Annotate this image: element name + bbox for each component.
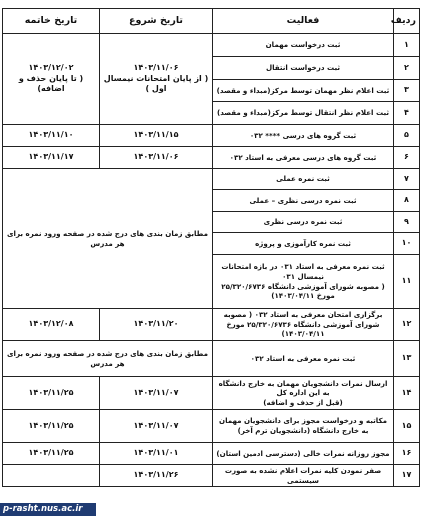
header-start-date: تاریخ شروع <box>100 9 213 34</box>
header-row <box>3 9 420 34</box>
end-date <box>3 465 100 487</box>
end-date: ۱۴۰۳/۱۲/۰۸ <box>3 309 100 341</box>
activity-cell: ثبت درخواست انتقال <box>213 57 394 80</box>
table-row <box>3 125 420 147</box>
row-number: ۱۲ <box>394 309 420 341</box>
start-date: ۱۴۰۳/۱۱/۲۰ <box>100 309 213 341</box>
end-date-merged <box>3 34 100 125</box>
activity-cell: مکاتبه و درخواست مجوز برای دانشجویان مهمان به خارج دانشگاه (دانشجویان ترم آخر) <box>213 410 394 443</box>
table-row <box>3 309 420 341</box>
activity-cell: ثبت گروه های درسی **** ۰۳۲ <box>213 125 394 147</box>
schedule-note: مطابق زمان بندی های درج شده در صفحه ورود نمره برای هر مدرس <box>3 341 213 377</box>
row-number: ۸ <box>394 190 420 212</box>
start-date: ۱۴۰۳/۱۱/۰۷ <box>100 410 213 443</box>
activity-text: ارسال نمرات دانشجویان مهمان به خارج دانشگاه به این اداره کل <box>218 378 388 398</box>
site-watermark: p-rasht.nus.ac.ir <box>0 503 96 516</box>
activity-cell: برگزاری امتحان معرفی به استاد ۰۳۲ ( مصوبه شورای آموزشی دانشگاه ۲۵/۳۲۰/۶۷۳۶ مورخ ۱۴۰۳/۰۴/۱۱) <box>213 309 394 341</box>
table-row <box>3 410 420 443</box>
start-date: ۱۴۰۳/۱۱/۲۶ <box>100 465 213 487</box>
table-row <box>3 169 420 190</box>
start-date-merged <box>100 34 213 125</box>
activity-cell: مجوز روزانه نمرات خالی (دسترسی ادمین استان) <box>213 443 394 465</box>
header-end-date: تاریخ خاتمه <box>3 9 100 34</box>
start-date: ۱۴۰۳/۱۱/۱۵ <box>100 125 213 147</box>
start-date-note: ( از پایان امتحانات نیمسال اول ) <box>103 73 209 94</box>
table-row <box>3 147 420 169</box>
row-number: ۱۱ <box>394 255 420 309</box>
row-number: ۶ <box>394 147 420 169</box>
header-activity: فعالیت <box>213 9 394 34</box>
row-number: ۱۵ <box>394 410 420 443</box>
start-date: ۱۴۰۳/۱۱/۰۶ <box>133 62 179 72</box>
end-date: ۱۴۰۳/۱۱/۱۷ <box>3 147 100 169</box>
end-date-note: ( تا پایان حذف و اضافه) <box>18 73 84 94</box>
activity-subtext: (قبل از حذف و اضافه) <box>263 397 343 407</box>
end-date: ۱۴۰۳/۱۱/۱۰ <box>3 125 100 147</box>
end-date: ۱۴۰۳/۱۱/۲۵ <box>3 410 100 443</box>
activity-cell: ثبت درخواست مهمان <box>213 34 394 57</box>
activity-cell: ثبت اعلام نظر مهمان توسط مرکز(مبداء و مقصد) <box>213 80 394 102</box>
start-date: ۱۴۰۳/۱۱/۰۷ <box>100 377 213 410</box>
row-number: ۱۰ <box>394 233 420 255</box>
activity-cell: صفر نمودن کلیه نمرات اعلام نشده به صورت سیستمی <box>213 465 394 487</box>
activity-cell: ثبت نمره درسی نظری – عملی <box>213 190 394 212</box>
activity-cell: ثبت اعلام نظر انتقال توسط مرکز(مبداء و مقصد) <box>213 102 394 125</box>
row-number: ۲ <box>394 57 420 80</box>
row-number: ۷ <box>394 169 420 190</box>
row-number: ۱۳ <box>394 341 420 377</box>
end-date: ۱۴۰۳/۱۲/۰۲ <box>28 62 74 72</box>
end-date: ۱۴۰۳/۱۱/۲۵ <box>3 443 100 465</box>
row-number: ۱۷ <box>394 465 420 487</box>
row-number: ۱۶ <box>394 443 420 465</box>
row-number: ۹ <box>394 212 420 233</box>
table-row <box>3 34 420 57</box>
table-row <box>3 377 420 410</box>
activity-cell: ثبت گروه های درسی معرفی به استاد ۰۳۲ <box>213 147 394 169</box>
schedule-note: مطابق زمان بندی های درج شده در صفحه ورود نمره برای هر مدرس <box>3 169 213 309</box>
table-row <box>3 465 420 487</box>
activity-text: ثبت نمره معرفی به استاد ۰۳۱ در بازه امتحانات نیمسال ۰۳۱ <box>221 262 385 281</box>
activity-cell: ثبت نمره کارآموزی و پروژه <box>213 233 394 255</box>
activity-subtext: ( مصوبه شورای آموزشی دانشگاه ۲۵/۳۲۰/۶۷۳۶ مورخ ۱۴۰۳/۰۴/۱۱) <box>221 281 385 301</box>
header-row-number: ردیف <box>394 9 420 34</box>
activity-cell: ثبت نمره درسی نظری <box>213 212 394 233</box>
table-row <box>3 341 420 377</box>
schedule-table <box>2 8 420 487</box>
end-date: ۱۴۰۳/۱۱/۲۵ <box>3 377 100 410</box>
activity-cell: ثبت نمره عملی <box>213 169 394 190</box>
row-number: ۱ <box>394 34 420 57</box>
row-number: ۱۴ <box>394 377 420 410</box>
activity-cell <box>213 255 394 309</box>
row-number: ۳ <box>394 80 420 102</box>
start-date: ۱۴۰۳/۱۱/۰۶ <box>100 147 213 169</box>
row-number: ۵ <box>394 125 420 147</box>
activity-cell: ثبت نمره معرفی به استاد ۰۳۲ <box>213 341 394 377</box>
activity-cell <box>213 377 394 410</box>
start-date: ۱۴۰۳/۱۱/۰۱ <box>100 443 213 465</box>
row-number: ۴ <box>394 102 420 125</box>
table-row <box>3 443 420 465</box>
